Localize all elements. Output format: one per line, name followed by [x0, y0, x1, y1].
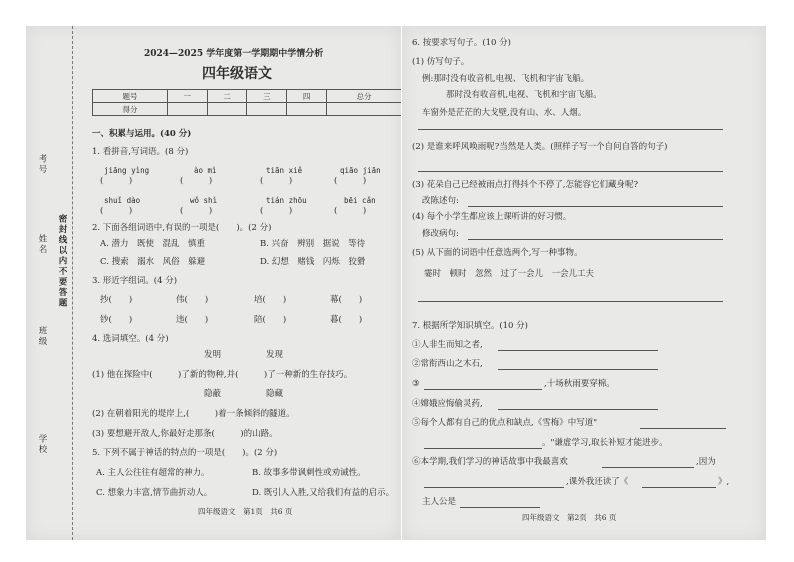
q2-option-c[interactable]: C. 搜索 溺水 风俗 躲避 [100, 257, 206, 267]
q3-item[interactable]: 幕( ) [330, 295, 363, 305]
q5-option-b[interactable]: B. 故事多带讽刺性或劝诫性。 [252, 468, 366, 478]
q4-word: 隐藏 [266, 389, 284, 399]
answer-line[interactable] [640, 428, 726, 429]
q3-item[interactable]: 违( ) [176, 315, 209, 325]
answer-line[interactable] [424, 487, 564, 488]
q3-item[interactable]: 钞( ) [100, 315, 133, 325]
q4-sentence-3[interactable]: (3) 要想避开敌人,你最好走那条( )的山路。 [92, 429, 278, 439]
exam-header: 2024—2025 学年度第一学期期中学情分析 [144, 49, 324, 59]
q6-part-5-words: 霎时 顿时 忽然 过了一会儿 一会儿工夫 [424, 269, 595, 279]
q4-sentence-1[interactable]: (1) 他在探险中( )了新的物种,并( )了一种新的生存技巧。 [92, 370, 353, 380]
q6-part-5: (5) 从下面的词语中任意选两个,写一种事物。 [412, 248, 583, 258]
score-input-cell[interactable] [327, 103, 401, 116]
kaohao-label: 考号 [37, 154, 47, 175]
q4-word: 隐蔽 [204, 389, 222, 399]
q7-item-6-line3: 主人公是 [422, 497, 457, 507]
q2-option-a[interactable]: A. 潜力 既使 混乱 慎重 [100, 239, 206, 249]
q4-sentence-2[interactable]: (2) 在朝着阳光的堤岸上,( )着一条倾斜的隧道。 [92, 409, 295, 419]
q7-item-6-mid: ,因为 [696, 457, 716, 467]
score-row-label: 得分 [93, 103, 168, 116]
q7-item-5: ⑤每个人都有自己的优点和缺点,《雪梅》中写道" [412, 418, 598, 428]
score-header-cell: 题号 [93, 90, 168, 103]
pinyin: qiāo jiān [340, 166, 381, 175]
q6-example: 例:那时没有收音机,电视、飞机和宇宙飞船。 [422, 74, 590, 84]
q3-item[interactable]: 抄( ) [100, 295, 133, 305]
seal-notice: 密封线以内不要答题 [57, 214, 67, 309]
exam-page-1 [26, 26, 401, 540]
exam-page-2 [402, 26, 766, 540]
q6-example-repeat: 那时没有收音机,电视、飞机和宇宙飞船。 [446, 90, 602, 100]
q7-item-3-tail: ,十场秋雨要穿棉。 [544, 379, 615, 389]
q7-item-6-close: 》, [718, 477, 730, 487]
pinyin: bēi cǎn [344, 196, 376, 205]
score-input-cell[interactable] [167, 103, 207, 116]
exam-title: 四年级语文 [202, 66, 272, 82]
q3-item[interactable]: 陪( ) [254, 315, 287, 325]
page-footer: 四年级语文 第1页 共6 页 [198, 507, 293, 516]
q3-item[interactable]: 伟( ) [176, 295, 209, 305]
answer-blank[interactable]: ( ) [100, 206, 133, 216]
score-table [92, 89, 401, 116]
pinyin: tiān xiě [266, 166, 303, 175]
answer-blank[interactable]: ( ) [334, 176, 367, 186]
section-1-heading: 一、积累与运用。(40 分) [92, 129, 192, 139]
score-header-cell: 三 [247, 90, 287, 103]
q6-prompt: 车窗外是茫茫的大戈壁,没有山、水、人烟。 [422, 108, 587, 118]
answer-blank[interactable]: ( ) [260, 206, 293, 216]
answer-blank[interactable]: ( ) [100, 176, 133, 186]
xingming-label: 姓名 [37, 234, 47, 255]
q4-stem: 4. 选词填空。(4 分) [92, 334, 169, 344]
q5-option-c[interactable]: C. 想象力丰富,情节曲折动人。 [96, 488, 213, 498]
answer-blank[interactable]: ( ) [180, 176, 213, 186]
q6-part-2: (2) 是谁来呼风唤雨呢?当然是人类。(照样子写一个自问自答的句子) [412, 142, 668, 152]
page-footer: 四年级语文 第2页 共6 页 [522, 513, 617, 522]
answer-line[interactable] [418, 301, 723, 302]
answer-line[interactable] [498, 369, 658, 370]
q4-word: 发现 [266, 350, 284, 360]
q2-option-b[interactable]: B. 兴奋 辨别 据说 等待 [260, 239, 366, 249]
q7-item-6-line2: ,课外我还读了《 [566, 477, 629, 487]
q7-item-2: ②常衔西山之木石, [412, 359, 483, 369]
answer-blank[interactable]: ( ) [180, 206, 213, 216]
score-header-cell: 四 [287, 90, 327, 103]
answer-line[interactable] [418, 171, 723, 172]
q6-part-4: (4) 每个小学生都应该上课听讲的好习惯。 [412, 212, 572, 222]
q4-word: 发明 [204, 350, 222, 360]
q5-option-d[interactable]: D. 既引人入胜,又给我们有益的启示。 [252, 488, 395, 498]
answer-line[interactable] [498, 409, 658, 410]
score-input-cell[interactable] [207, 103, 247, 116]
q7-item-3: ③ [412, 379, 420, 389]
pinyin: wǒ shì [190, 196, 218, 205]
xuexiao-label: 学校 [37, 434, 47, 455]
q6-part-4-label: 修改病句: [422, 229, 459, 239]
score-header-cell: 二 [207, 90, 247, 103]
answer-line[interactable] [602, 467, 694, 468]
answer-line[interactable] [468, 206, 723, 207]
answer-line[interactable] [498, 350, 658, 351]
pinyin: jiāng yìng [104, 166, 150, 175]
score-input-cell[interactable] [287, 103, 327, 116]
pinyin: shuǐ dào [104, 196, 141, 205]
answer-line[interactable] [468, 239, 723, 240]
q7-item-5-tail: 。"谦虚学习,取长补短才能进步。 [542, 438, 668, 448]
q7-stem: 7. 根据所学知识填空。(10 分) [412, 321, 528, 331]
q2-option-d[interactable]: D. 幻想 赌钱 闪烁 狡猾 [260, 257, 366, 267]
q1-stem: 1. 看拼音,写词语。(8 分) [92, 147, 189, 157]
answer-line[interactable] [642, 487, 716, 488]
score-input-cell[interactable] [247, 103, 287, 116]
answer-line[interactable] [424, 389, 542, 390]
q6-part-3: (3) 花朵自己已经被雨点打得抖个不停了,怎能容它们藏身呢? [412, 180, 639, 190]
answer-blank[interactable]: ( ) [334, 206, 367, 216]
q3-stem: 3. 形近字组词。(4 分) [92, 276, 178, 286]
answer-line[interactable] [424, 448, 542, 449]
score-header-cell: 一 [167, 90, 207, 103]
q5-option-a[interactable]: A. 主人公往往有超常的神力。 [96, 468, 210, 478]
q6-part-3-label: 改陈述句: [422, 196, 459, 206]
q7-item-1: ①人非生而知之者, [412, 340, 483, 350]
answer-blank[interactable]: ( ) [260, 176, 293, 186]
pinyin: ào mì [194, 166, 217, 175]
q2-stem: 2. 下面各组词语中,有误的一项是( )。(2 分) [92, 223, 272, 233]
q7-item-4: ④嫦娥应悔偷灵药, [412, 399, 483, 409]
answer-line[interactable] [418, 129, 723, 130]
banji-label: 班级 [37, 326, 47, 347]
q5-stem: 5. 下列不属于神话的特点的一项是( )。(2 分) [92, 448, 278, 458]
pinyin: tián zhōu [266, 196, 307, 205]
q3-item[interactable]: 培( ) [254, 295, 287, 305]
score-header-cell: 总分 [327, 90, 401, 103]
q7-item-6: ⑥本学期,我们学习的神话故事中我最喜欢 [412, 457, 568, 467]
q6-stem: 6. 按要求写句子。(10 分) [412, 38, 511, 48]
answer-line[interactable] [460, 507, 540, 508]
seal-line [72, 26, 73, 540]
q3-item[interactable]: 暮( ) [330, 315, 363, 325]
q6-part-1: (1) 仿写句子。 [412, 57, 470, 67]
